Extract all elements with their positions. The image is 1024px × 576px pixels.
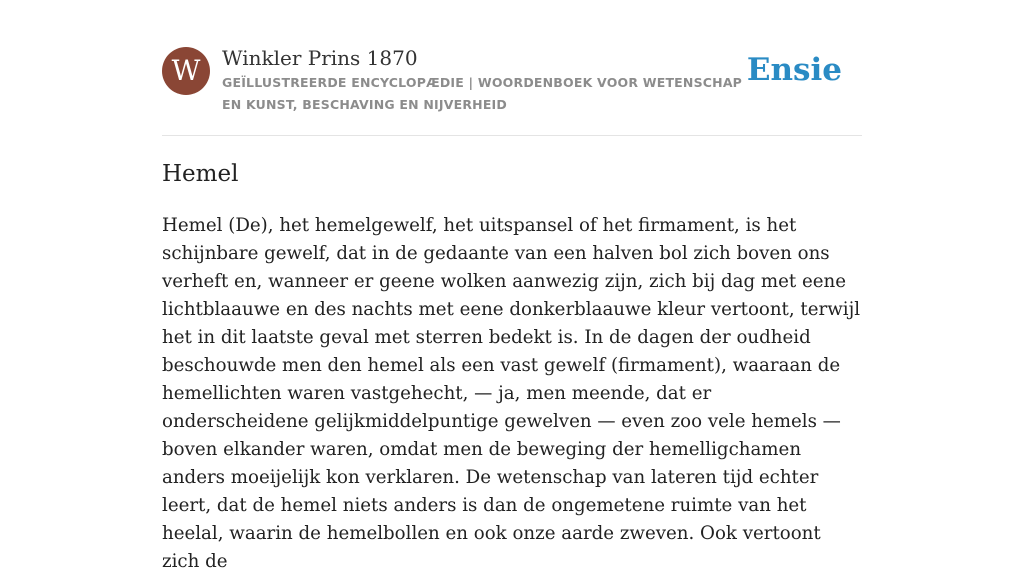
header [162, 45, 862, 135]
entry-body: Hemel (De), het hemelgewelf, het uitspansel of het firmament, is het schijnbare gewelf, dat in de gedaante van een halven bol zich boven ons verheft en, wanneer er geene wolken aanwezig zijn, zich bij dag met eene lichtblaauwe en des nachts met eene donkerblaauwe kleur vertoont, terwijl het in dit laatste geval met sterren bedekt is. In de dagen der oudheid beschouwde men den hemel als een vast gewelf (firmament), waaraan de hemellichten waren vastgehecht, — ja, men meende, dat er onderscheidene gelijkmiddelpuntige gewelven — even zoo vele hemels — boven elkander waren, omdat men de beweging der hemelligchamen anders moeijelijk kon verklaren. De wetenschap van lateren tijd echter leert, dat de hemel niets anders is dan de ongemetene ruimte van het heelal, waarin de hemelbollen en ook onze aarde zweven. Ook vertoont zich de [162, 215, 861, 572]
brand-logo[interactable]: Ensie [746, 52, 842, 88]
publication-subtitle: GEÏLLUSTREERDE ENCYCLOPÆDIE | WOORDENBOEK VOOR WETENSCHAP EN KUNST, BESCHAVING EN NIJVERHEID [222, 75, 743, 112]
header-divider [162, 135, 862, 136]
avatar[interactable]: W [162, 47, 210, 95]
publication-title[interactable]: Winkler Prins 1870 [222, 46, 418, 70]
entry-title: Hemel [162, 161, 239, 187]
